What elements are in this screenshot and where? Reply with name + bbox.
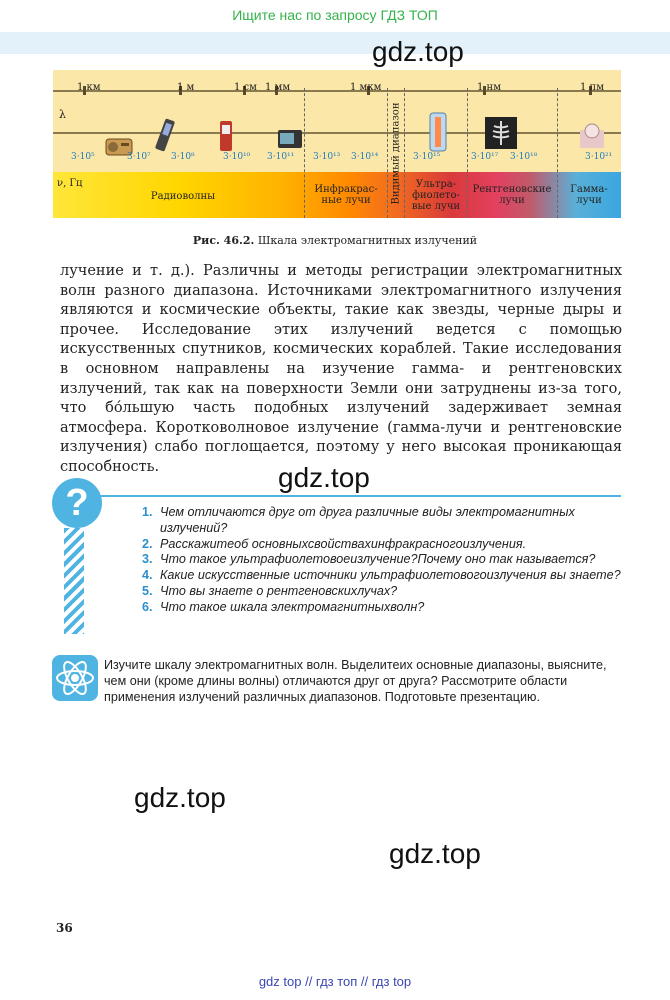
frequency-label: 3·10⁸: [171, 152, 195, 162]
band-separator: [304, 88, 305, 218]
gamma-device-icon: [577, 122, 607, 150]
page-number: 36: [56, 921, 73, 935]
question-item: [142, 537, 627, 553]
frequency-label: 3·10¹⁸: [510, 152, 538, 162]
frequency-label: 3·10⁵: [71, 152, 95, 162]
question-number: 6.: [142, 599, 153, 614]
band-gamma-line: лучи: [576, 195, 602, 206]
frequency-label: 3·10¹⁴: [351, 152, 379, 162]
task-text: Изучите шкалу электромагнитных волн. Выделитеих основные диапазоны, выясните, чем они (кроме длины волны) отличаются друг от друга? Рассмотрите области применения излучений различных диапазонов. Подготовьте презентацию.: [104, 658, 607, 704]
footer-links[interactable]: gdz top // гдз топ // гдз top: [258, 974, 412, 989]
questions-stripe: [64, 528, 84, 634]
frequency-label: 3·10¹¹: [267, 152, 295, 162]
band-infrared-line: ные лучи: [321, 195, 371, 206]
band-separator: [387, 88, 388, 218]
band-gamma-line: Гамма-: [570, 184, 608, 195]
question-item: [142, 584, 627, 600]
atom-icon-graphic: [52, 655, 98, 701]
band-uv-line: Ультра-: [415, 179, 457, 190]
top-banner: [0, 0, 670, 32]
band-gamma: [558, 184, 620, 206]
watermark: gdz.top: [389, 838, 481, 869]
frequency-label: 3·10¹⁷: [471, 152, 499, 162]
watermark: gdz.top: [278, 462, 370, 493]
spectrum-figure: [53, 70, 621, 218]
question-item: [142, 505, 627, 537]
figure-caption: [0, 234, 670, 247]
microwave-oven-icon: [277, 128, 303, 150]
band-uv-line: вые лучи: [411, 201, 461, 212]
question-icon: [52, 478, 102, 528]
question-number: 1.: [142, 505, 153, 519]
question-text: Какие искусственные источники ультрафиолетовогоизлучения вы знаете?: [160, 568, 621, 583]
body-paragraph: [60, 262, 622, 478]
xray-image-icon: [484, 116, 518, 150]
band-visible: [389, 98, 401, 216]
frequency-label: 3·10¹³: [313, 152, 341, 162]
question-text: Что такое ультрафиолетовоеизлучение?Почему оно так называется?: [160, 552, 596, 567]
band-ultraviolet: [406, 179, 466, 212]
frequency-label: 3·10¹⁵: [413, 152, 441, 162]
frequency-label: 3·10²¹: [585, 152, 613, 162]
band-radio: Радиоволны: [150, 191, 216, 202]
question-item: [142, 600, 627, 616]
mobile-phone-icon: [155, 118, 175, 152]
band-visible-text: Видимый диапазон: [390, 102, 402, 205]
question-text: Что такое шкала электромагнитныхволн?: [160, 599, 425, 614]
questions-divider: [96, 495, 621, 497]
question-item: [142, 552, 627, 568]
wavelength-axis: [53, 90, 621, 92]
scale-label: 1 см: [234, 82, 257, 93]
banner-text: Ищите нас по запросу ГДЗ ТОП: [232, 7, 438, 23]
caption-text: Шкала электромагнитных излучений: [257, 234, 478, 247]
scale-label: 1 м: [177, 82, 195, 93]
header-band: [0, 32, 670, 54]
scale-label: 1 нм: [477, 82, 501, 93]
question-text: Расскажитеоб основныхсвойствахинфракрасногоизлучения.: [160, 536, 527, 551]
question-number: 3.: [142, 552, 153, 567]
cell-phone-icon: [219, 120, 233, 152]
scale-label: 1 мм: [265, 82, 291, 93]
atom-icon: [52, 655, 98, 701]
band-xray-line: лучи: [499, 195, 525, 206]
frequency-symbol: ν, Гц: [57, 178, 83, 189]
uv-lamp-icon: [426, 112, 450, 152]
band-xray-line: Рентгеновские: [472, 184, 552, 195]
scale-label: 1 мкм: [350, 82, 382, 93]
band-infrared: [306, 184, 386, 206]
scale-label: 1 пм: [580, 82, 604, 93]
band-xray: [467, 184, 557, 206]
question-number: 4.: [142, 568, 153, 583]
watermark: gdz.top: [134, 782, 226, 813]
device-axis: [53, 132, 621, 134]
question-number: 5.: [142, 583, 153, 598]
question-mark-glyph: ?: [65, 482, 89, 524]
caption-prefix: Рис. 46.2.: [192, 234, 255, 247]
watermark: gdz.top: [372, 36, 464, 67]
scale-label: 1 км: [77, 82, 101, 93]
question-text: Чем отличаются друг от друга различные виды электромагнитных излучений?: [160, 505, 575, 535]
paragraph-text: лучение и т. д.). Различны и методы регистрации электромагнитных волн разного диапазона. Источниками электромагнитного излучения являются и космические объекты, такие как звезды, черные дыры и прочее. Исследование этих излучений ведется с помощью искусственных спутников, космических кораблей. Такие исследования в основном направлены на изучение гамма- и рентгеновских излучений, так как на поверхности Земли они затруднены из-за того, что бо́льшую часть подобных излучений задерживает земная атмосфера. Коротковолновое излучение (гамма-лучи и рентгеновские излучения) слабо поглощается, поэтому у него высокая проникающая способность.: [60, 263, 622, 475]
band-separator: [404, 88, 405, 218]
band-uv-line: фиолето-: [412, 190, 460, 201]
band-infrared-line: Инфракрас-: [314, 184, 378, 195]
question-item: [142, 568, 627, 584]
questions-list: [142, 505, 627, 616]
question-number: 2.: [142, 536, 153, 551]
question-text: Что вы знаете о рентгеновскихлучах?: [160, 583, 398, 598]
frequency-label: 3·10⁷: [127, 152, 151, 162]
frequency-label: 3·10¹⁰: [223, 152, 251, 162]
wavelength-symbol: λ: [59, 108, 66, 121]
